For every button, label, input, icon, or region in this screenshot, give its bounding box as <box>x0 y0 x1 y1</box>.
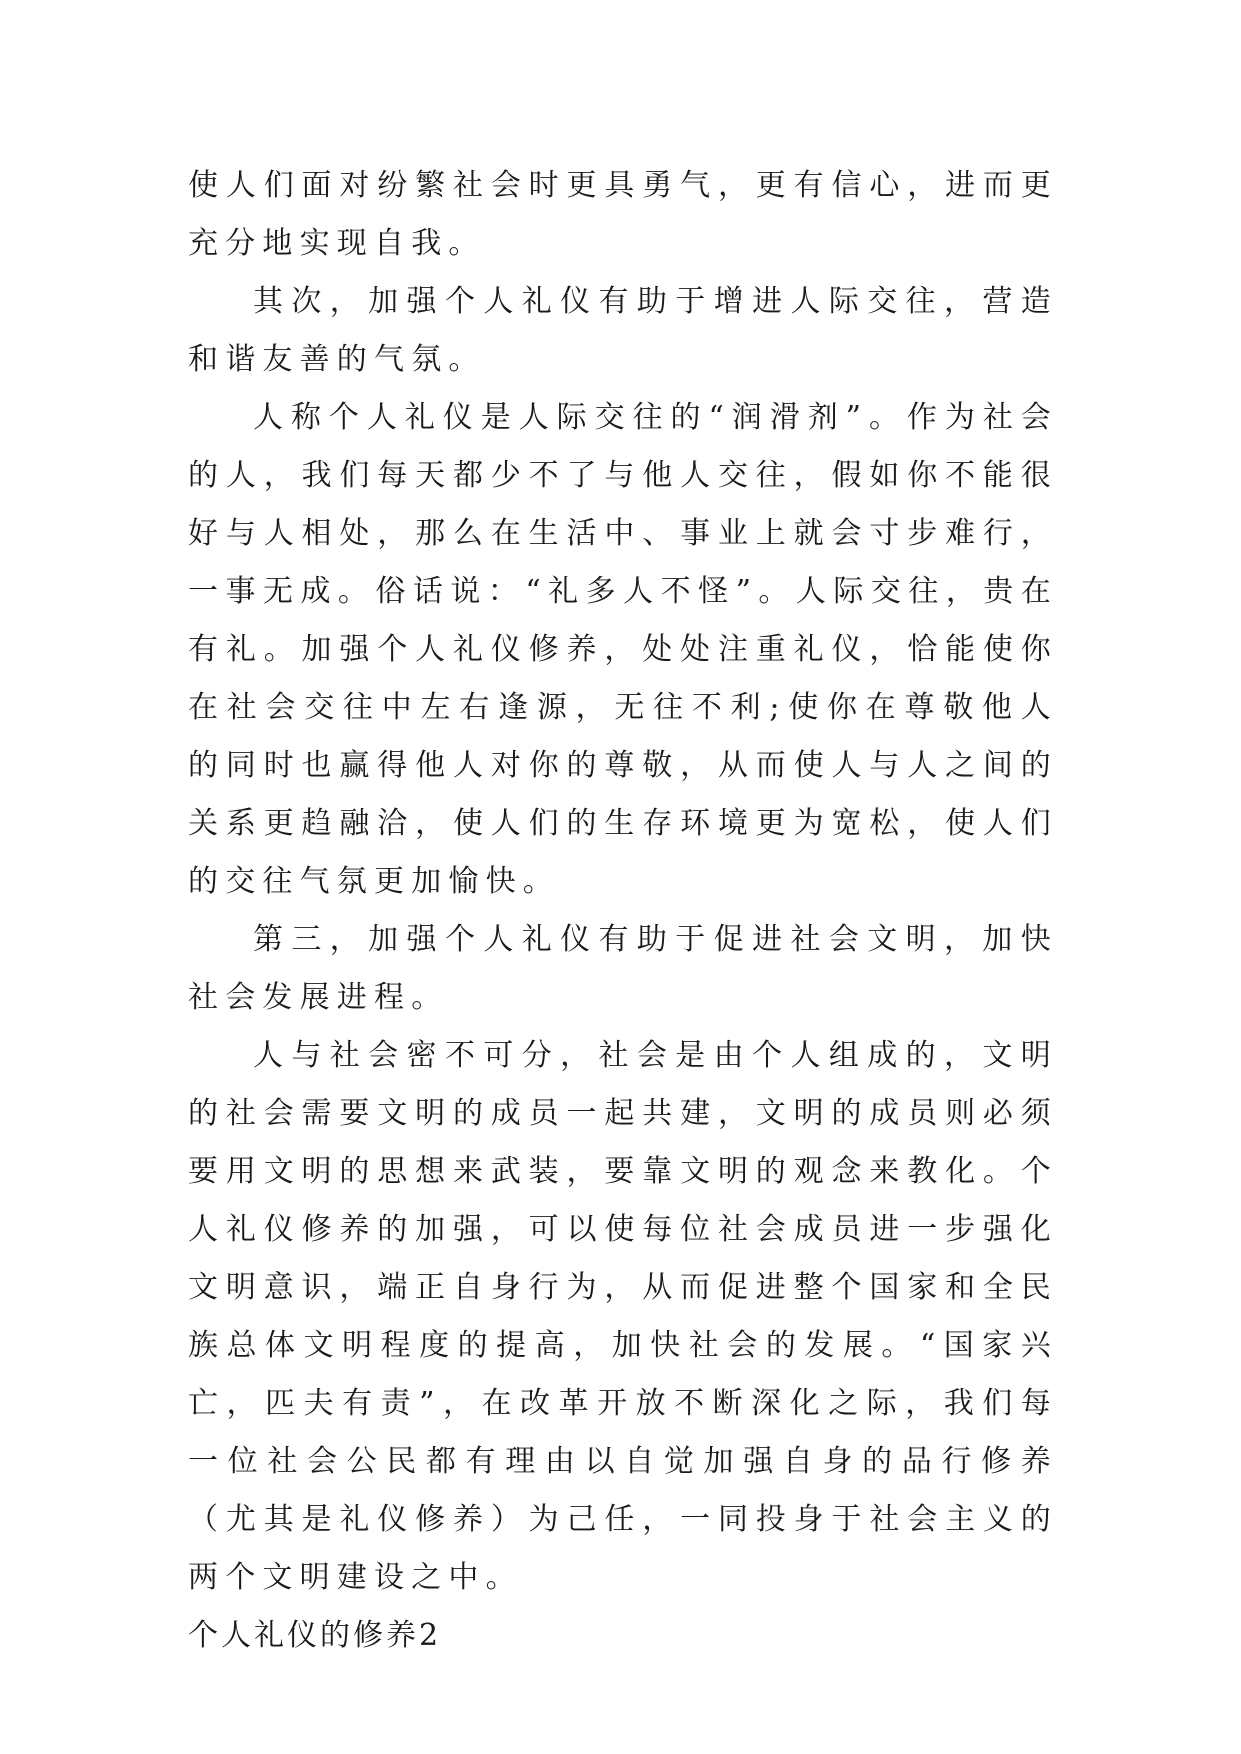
section-heading: 个人礼仪的修养2 <box>188 1618 442 1653</box>
paragraph-third-point: 第三，加强个人礼仪有助于促进社会文明，加快社会发展进程。 <box>188 922 1058 1015</box>
paragraph-continuation: 使人们面对纷繁社会时更具勇气，更有信心，进而更充分地实现自我。 <box>188 168 1058 261</box>
document-body <box>188 157 1058 1665</box>
paragraph-second-point: 其次，加强个人礼仪有助于增进人际交往，营造和谐友善的气氛。 <box>188 284 1058 377</box>
paragraph-society: 人与社会密不可分，社会是由个人组成的，文明的社会需要文明的成员一起共建，文明的成员则必须要用文明的思想来武装，要靠文明的观念来教化。个人礼仪修养的加强，可以使每位社会成员进一步强化文明意识，端正自身行为，从而促进整个国家和全民族总体文明程度的提高，加快社会的发展。“国家兴亡，匹夫有责”，在改革开放不断深化之际，我们每一位社会公民都有理由以自觉加强自身的品行修养（尤其是礼仪修养）为己任，一同投身于社会主义的两个文明建设之中。 <box>188 1038 1058 1595</box>
paragraph-interpersonal: 人称个人礼仪是人际交往的“润滑剂”。作为社会的人，我们每天都少不了与他人交往，假如你不能很好与人相处，那么在生活中、事业上就会寸步难行，一事无成。俗话说：“礼多人不怪”。人际交往，贵在有礼。加强个人礼仪修养，处处注重礼仪，恰能使你在社会交往中左右逢源，无往不利;使你在尊敬他人的同时也赢得他人对你的尊敬，从而使人与人之间的关系更趋融洽，使人们的生存环境更为宽松，使人们的交往气氛更加愉快。 <box>188 400 1058 899</box>
